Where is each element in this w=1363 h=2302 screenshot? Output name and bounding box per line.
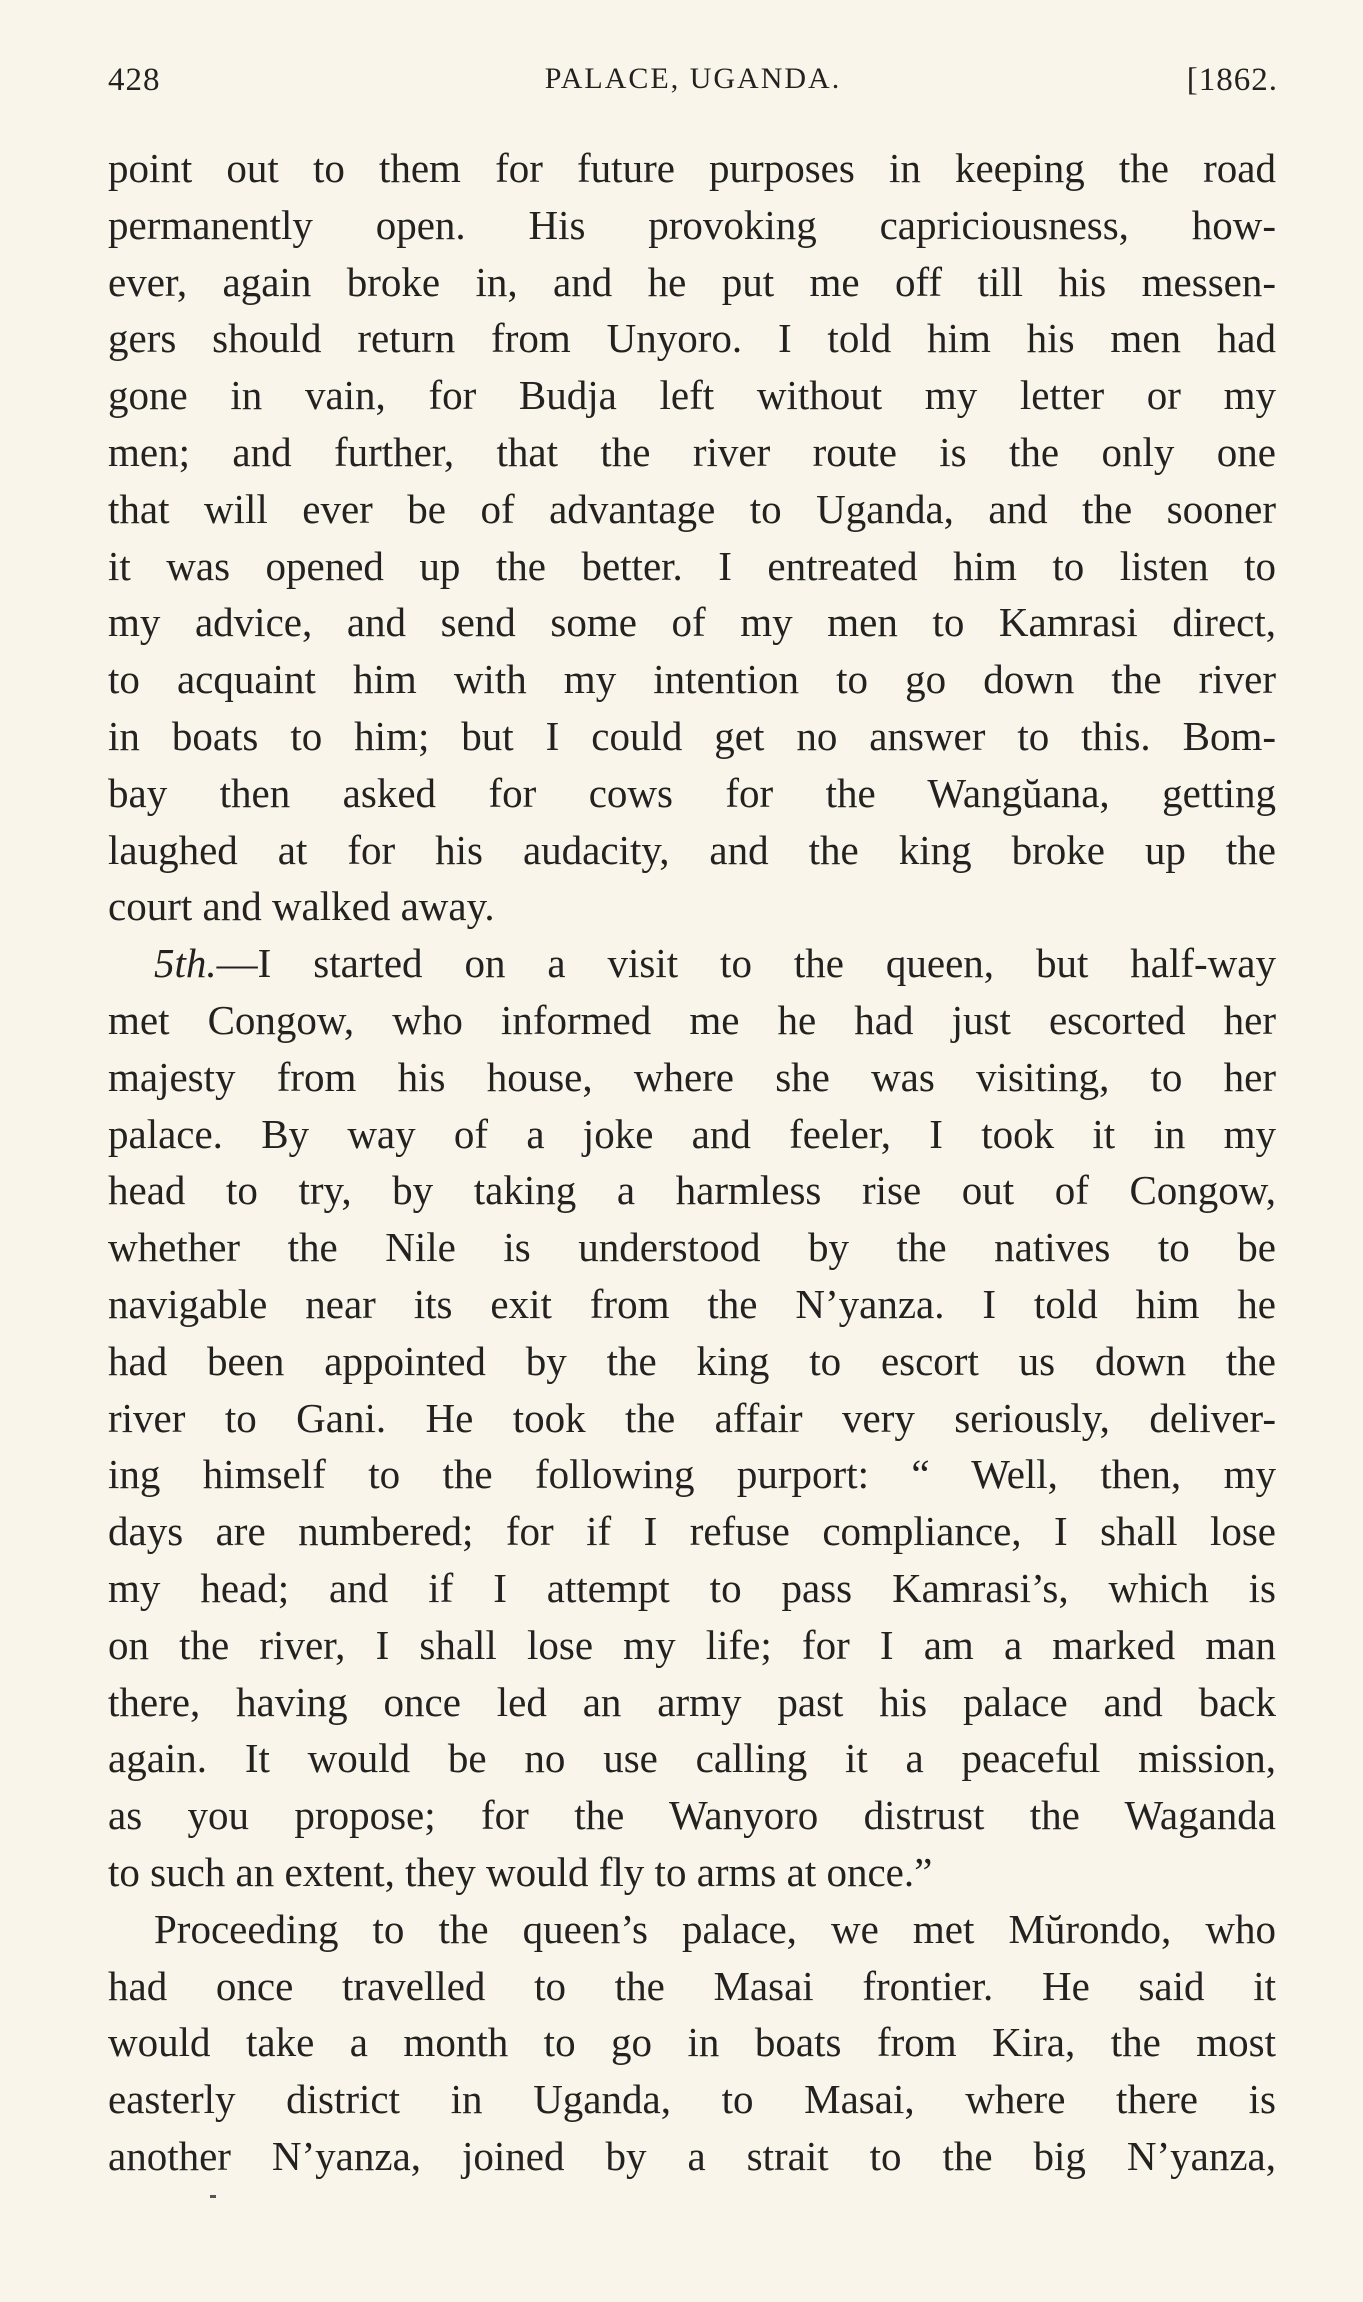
entry-date: 5th.	[154, 940, 217, 987]
page-number: 428	[108, 62, 161, 98]
text-line: to acquaint him with my intention to go down the river	[108, 656, 1276, 703]
text-line: to such an extent, they would fly to arms at once.”	[108, 1848, 933, 1895]
text-line: days are numbered; for if I refuse compliance, I shall lose	[108, 1508, 1276, 1555]
text-line: head to try, by taking a harmless rise out of Congow,	[108, 1167, 1276, 1214]
text-line: gers should return from Unyoro. I told him his men had	[108, 315, 1276, 362]
text-line: court and walked away.	[108, 883, 495, 930]
text-line: met Congow, who informed me he had just escorted her	[108, 996, 1276, 1043]
text-line: again. It would be no use calling it a peaceful mission,	[108, 1735, 1276, 1782]
paragraph-first-line: Proceeding to the queen’s palace, we met Mŭrondo, who	[154, 1905, 1276, 1952]
running-header	[108, 62, 1278, 112]
print-mark	[210, 2195, 216, 2198]
text-line: men; and further, that the river route is the only one	[108, 428, 1276, 475]
text-line: on the river, I shall lose my life; for I am a marked man	[108, 1621, 1276, 1668]
header-year: [1862.	[1186, 62, 1278, 98]
text-line: had once travelled to the Masai frontier. He said it	[108, 1962, 1276, 2009]
text-line: navigable near its exit from the N’yanza. I told him he	[108, 1280, 1276, 1327]
text-line: my head; and if I attempt to pass Kamrasi’s, which is	[108, 1564, 1276, 1611]
text-line: had been appointed by the king to escort us down the	[108, 1337, 1276, 1384]
text-line: majesty from his house, where she was visiting, to her	[108, 1053, 1276, 1100]
text-line: ing himself to the following purport: “ Well, then, my	[108, 1451, 1276, 1498]
text-line: whether the Nile is understood by the natives to be	[108, 1224, 1276, 1271]
body-text	[108, 140, 1276, 2185]
paragraph-first-line	[108, 935, 1276, 992]
text-line: bay then asked for cows for the Wangŭana, getting	[108, 769, 1276, 816]
text-line: permanently open. His provoking capriciousness, how-	[108, 201, 1276, 248]
text-line: ever, again broke in, and he put me off till his messen-	[108, 258, 1276, 305]
text-line: easterly district in Uganda, to Masai, where there is	[108, 2076, 1276, 2123]
text-line: laughed at for his audacity, and the king broke up the	[108, 826, 1276, 873]
text-line: palace. By way of a joke and feeler, I took it in my	[108, 1110, 1276, 1157]
running-title: PALACE, UGANDA.	[544, 62, 842, 95]
text-line: another N’yanza, joined by a strait to the big N’yanza,	[108, 2132, 1276, 2179]
text-fragment: —I started on a visit to the queen, but half-way	[216, 940, 1276, 987]
text-line: that will ever be of advantage to Uganda, and the sooner	[108, 485, 1276, 532]
text-line: would take a month to go in boats from Kira, the most	[108, 2019, 1276, 2066]
text-line: point out to them for future purposes in keeping the road	[108, 145, 1276, 191]
text-line: my advice, and send some of my men to Kamrasi direct,	[108, 599, 1276, 646]
text-line: in boats to him; but I could get no answer to this. Bom-	[108, 712, 1276, 759]
text-line: gone in vain, for Budja left without my letter or my	[108, 372, 1276, 419]
text-line: as you propose; for the Wanyoro distrust the Waganda	[108, 1792, 1276, 1839]
text-line: it was opened up the better. I entreated him to listen to	[108, 542, 1276, 589]
text-line: there, having once led an army past his palace and back	[108, 1678, 1276, 1725]
text-line: river to Gani. He took the affair very seriously, deliver-	[108, 1394, 1276, 1441]
